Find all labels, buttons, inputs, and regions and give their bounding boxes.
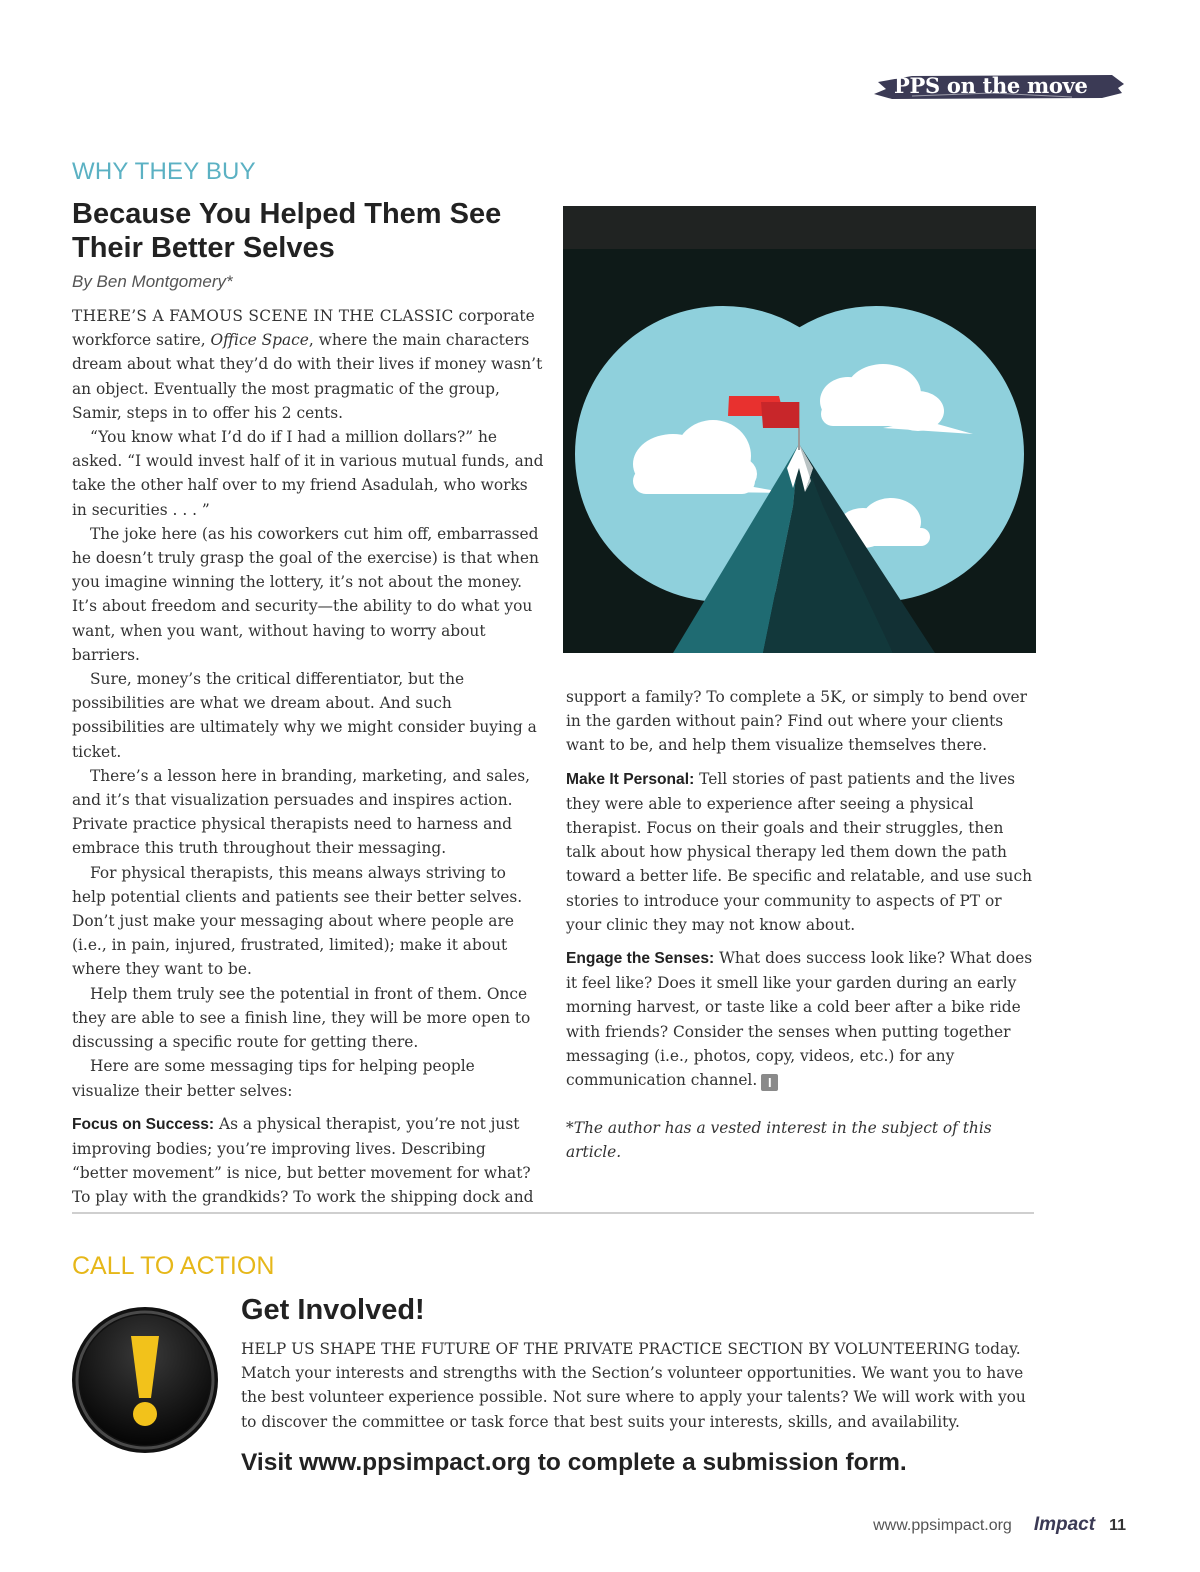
article-title: Because You Helped Them See Their Better Selves — [72, 198, 502, 264]
paragraph: Help them truly see the potential in front of them. Once they are able to see a finish line, they will be more open to discussing a specific route for getting there. — [72, 984, 531, 1052]
page-footer — [700, 1514, 1126, 1538]
cta-body: HELP US SHAPE THE FUTURE OF THE PRIVATE PRACTICE SECTION BY VOLUNTEERING today. Match your interests and strengths with the Section’s volunteer opportunities. We want you to have the best volunteer experience possible. Not sure where to apply your talents? We will work with you to discover the committee or task force that best suits your interests, skills, and availability. — [241, 1340, 1026, 1431]
tip-heading: Engage the Senses: — [566, 950, 715, 968]
section-badge-label: PPS on the move — [894, 73, 1088, 98]
cta-kicker: CALL TO ACTION — [72, 1252, 275, 1280]
paragraph: Sure, money’s the critical differentiator, but the possibilities are what we dream about. And such possibilities are ultimately why we might consider buying a ticket. — [72, 670, 537, 761]
paragraph-continued: support a family? To complete a 5K, or simply to bend over in the garden without pain? Find out where your clients want to be, and help them visualize themselves there. — [566, 688, 1028, 755]
paragraph: “You know what I’d do if I had a million dollars?” he asked. “I would invest half of it in various mutual funds, and take the other half over to my friend Asadulah, who works in securities . . . ” — [72, 428, 544, 519]
author-note: *The author has a vested interest in the subject of this article. — [566, 1119, 992, 1162]
article-column-right — [566, 685, 1036, 1165]
page-number: 11 — [1109, 1517, 1126, 1534]
tip-heading: Focus on Success: — [72, 1115, 215, 1133]
paragraph: For physical therapists, this means always striving to help potential clients and patients see their better selves. Don’t just make your messaging about where people are (i.e., in pain, injured, frustrated, limited); make it about where they want to be. — [72, 863, 523, 979]
article-byline: By Ben Montgomery* — [72, 272, 233, 291]
cta-title: Get Involved! — [241, 1294, 425, 1326]
binoculars-mountain-illustration — [563, 206, 1036, 653]
paragraph: There’s a lesson here in branding, marketing, and sales, and it’s that visualization persuades and inspires action. Private practice physical therapists need to harness and embrace this truth throughout their messaging. — [72, 766, 531, 858]
tip-focus-on-success: Focus on Success: As a physical therapist, you’re not just improving bodies; you’re improving lives. Describing “better movement” is nice, but better movement for what? To play with the grandkids? To work the shipping dock and — [72, 1114, 534, 1207]
tip-heading: Make It Personal: — [566, 770, 695, 788]
paragraph: THERE’S A FAMOUS SCENE IN THE CLASSIC corporate workforce satire, Office Space, where the main characters dream about what they’d do with their lives if money wasn’t an object. Eventually the most pragmatic of the group, Samir, steps in to offer his 2 cents. — [72, 307, 543, 422]
paragraph: Here are some messaging tips for helping people visualize their better selves: — [72, 1057, 475, 1100]
end-mark-icon: I — [761, 1074, 778, 1091]
section-divider — [72, 1212, 1034, 1214]
article-kicker: WHY THEY BUY — [72, 158, 256, 185]
footer-url[interactable]: www.ppsimpact.org — [873, 1517, 1012, 1534]
film-title: Office Space — [210, 331, 309, 350]
cta-lead-in: HELP US SHAPE THE FUTURE OF THE PRIVATE PRACTICE SECTION BY VOLUNTEERING — [241, 1340, 970, 1358]
exclamation-icon — [71, 1306, 219, 1454]
article-column-left — [72, 304, 544, 1210]
tip-make-it-personal: Make It Personal: Tell stories of past patients and the lives they were able to experience after seeing a physical therapist. Focus on their goals and their struggles, then talk about how physical therapy led them down the path toward a better life. Be specific and relatable, and use such stories to introduce your community to aspects of PT or your clinic they may not know about. — [566, 769, 1032, 934]
paragraph: The joke here (as his coworkers cut him off, embarrassed he doesn’t truly grasp the goal of the exercise) is that when you imagine winning the lottery, it’s not about the money. It’s about freedom and security—the ability to do what you want, when you want, without having to worry about barriers. — [72, 524, 539, 664]
tip-engage-the-senses: Engage the Senses: What does success look like? What does it feel like? Does it smell like your garden during an early morning harvest, or taste like a cold beer after a bike ride with friends? Consider the senses when putting together messaging (i.e., photos, copy, videos, etc.) for any communication channel. I — [566, 949, 1033, 1091]
cta-submission-link[interactable]: Visit www.ppsimpact.org to complete a submission form. — [241, 1449, 907, 1476]
magazine-logo: Impact — [1033, 1514, 1096, 1535]
section-badge — [872, 72, 1124, 100]
lead-in: THERE’S A FAMOUS SCENE IN THE CLASSIC — [72, 307, 454, 325]
